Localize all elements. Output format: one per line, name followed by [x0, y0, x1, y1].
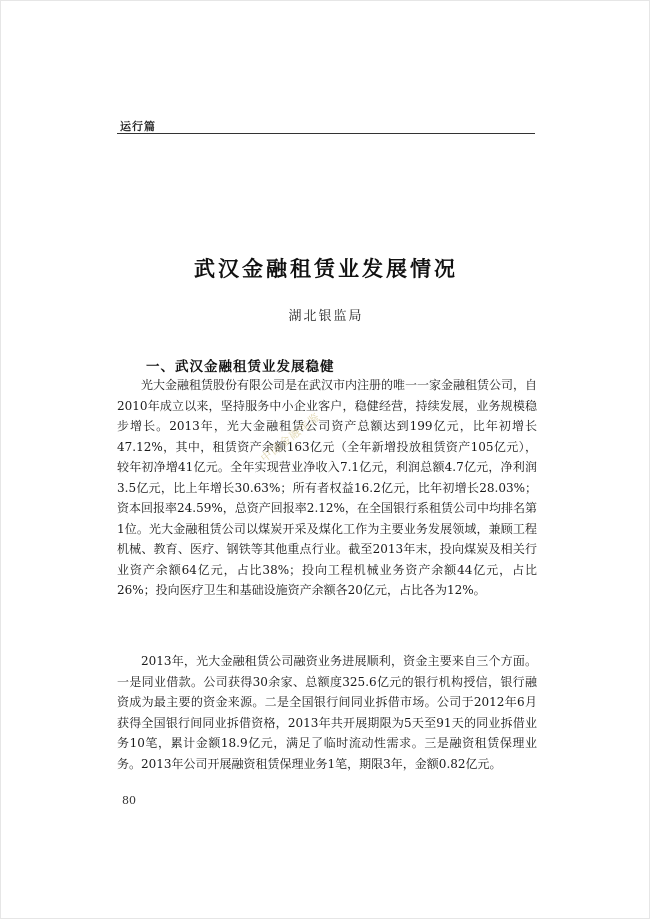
article-title: 武汉金融租赁业发展情况 — [194, 257, 458, 281]
page-number: 80 — [122, 794, 136, 807]
body-paragraph: 2013年，光大金融租赁公司融资业务进展顺利，资金主要来自三个方面。一是同业借款。公司获得30余家、总额度325.6亿元的银行机构授信，银行融资成为最主要的资金来源。二是全国银行间同业拆借市场。公司于2012年6月获得全国银行间同业拆借资格，2013年共开展期限为5天至91天的同业拆借业务10笔，累计金额18.9亿元，满足了临时流动性需求。三是融资租赁保理业务。2013年公司开展融资租赁保理业务1笔，期限3年，金额0.82亿元。 — [117, 654, 537, 771]
header-rule — [117, 133, 535, 134]
article-author: 湖北银监局 — [288, 309, 364, 324]
watermark-stamp: 中国金融年鉴 — [258, 410, 323, 465]
section-heading: 一、武汉金融租赁业发展稳健 — [146, 359, 335, 375]
body-paragraph: 光大金融租赁股份有限公司是在武汉市内注册的唯一一家金融租赁公司，自2010年成立以来，坚持服务中小企业客户，稳健经营，持续发展，业务规模稳步增长。2013年，光大金融租赁公司资产总额达到199亿元，比年初增长47.12%，其中，租赁资产余额163亿元（全年新增投放租赁资产105亿元），较年初净增41亿元。全年实现营业净收入7.1亿元，利润总额4.7亿元，净利润3.5亿元，比上年增长30.63%；所有者权益16.2亿元，比年初增长28.03%；资本回报率24.59%，总资产回报率2.12%，在全国银行系租赁公司中均排名第1位。光大金融租赁公司以煤炭开采及煤化工作为主要业务发展领域，兼顾工程机械、教育、医疗、钢铁等其他重点行业。截至2013年末，投向煤炭及相关行业资产余额64亿元，占比38%；投向工程机械业务资产余额44亿元，占比26%；投向医疗卫生和基础设施资产余额各20亿元，占比各为12%。 — [117, 378, 538, 597]
running-header: 运行篇 — [120, 120, 156, 133]
